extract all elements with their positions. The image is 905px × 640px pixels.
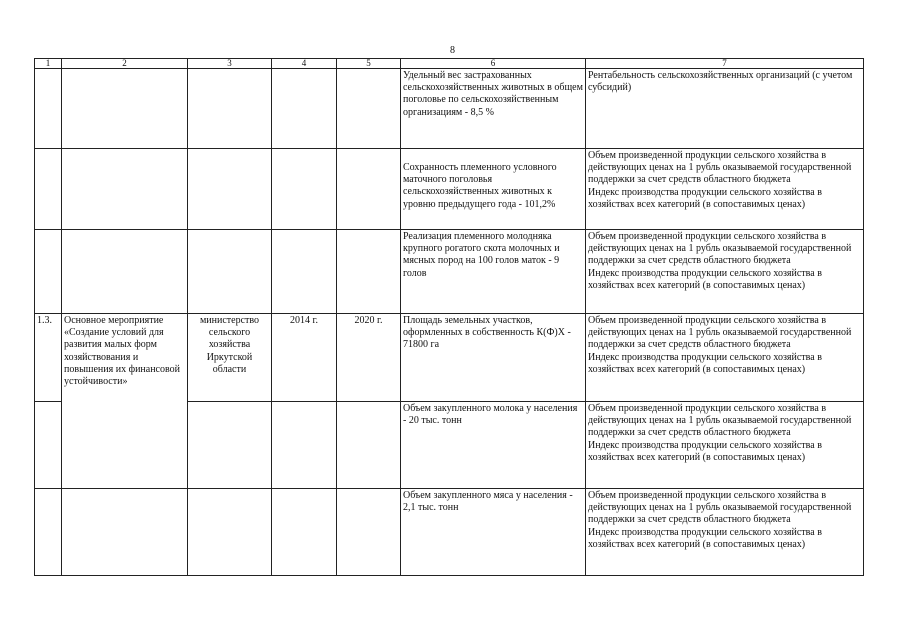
page-number: 8: [450, 45, 455, 56]
efficiency-cell: Объем произведенной продукции сельского хозяйства в действующих ценах на 1 рубль оказываемой государственной поддержки за счет средств областного бюджета Индекс производства продукции сельского хозяйства в хозяйствах всех категорий (в сопоставимых ценах): [586, 489, 864, 576]
table-row: [35, 230, 864, 314]
empty-cell: [188, 489, 272, 576]
empty-cell: [188, 230, 272, 314]
empty-cell: [337, 69, 401, 149]
column-header-5: 5: [337, 59, 401, 69]
empty-cell: [188, 149, 272, 230]
column-number-row: [35, 59, 864, 69]
measure-end-year: 2020 г.: [337, 314, 401, 402]
indicator-cell: Удельный вес застрахованных сельскохозяйственных животных в общем поголовье по сельскохозяйственным организациям - 8,5 %: [401, 69, 586, 149]
table-row: [35, 69, 864, 149]
empty-cell: [62, 230, 188, 314]
empty-cell: [35, 69, 62, 149]
efficiency-cell: Объем произведенной продукции сельского хозяйства в действующих ценах на 1 рубль оказываемой государственной поддержки за счет средств областного бюджета Индекс производства продукции сельского хозяйства в хозяйствах всех категорий (в сопоставимых ценах): [586, 230, 864, 314]
measure-number: 1.3.: [35, 314, 62, 402]
column-header-1: 1: [35, 59, 62, 69]
indicator-cell: Объем закупленного мяса у населения - 2,1 тыс. тонн: [401, 489, 586, 576]
empty-cell: [188, 69, 272, 149]
program-table: [34, 58, 864, 576]
empty-cell: [188, 402, 272, 489]
efficiency-cell: Объем произведенной продукции сельского хозяйства в действующих ценах на 1 рубль оказываемой государственной поддержки за счет средств областного бюджета Индекс производства продукции сельского хозяйства в хозяйствах всех категорий (в сопоставимых ценах): [586, 402, 864, 489]
empty-cell: [272, 69, 337, 149]
indicator-cell: Площадь земельных участков, оформленных в собственность К(Ф)Х - 71800 га: [401, 314, 586, 402]
empty-cell: [272, 230, 337, 314]
empty-cell: [337, 402, 401, 489]
column-header-6: 6: [401, 59, 586, 69]
indicator-text: Сохранность племенного условного маточного поголовья сельскохозяйственных животных к уровню предыдущего года - 101,2%: [403, 162, 557, 210]
measure-row: [35, 314, 864, 402]
empty-cell: [272, 489, 337, 576]
measure-row: [35, 489, 864, 576]
empty-cell: [272, 149, 337, 230]
empty-cell: [337, 230, 401, 314]
indicator-cell: [401, 149, 586, 230]
column-header-2: 2: [62, 59, 188, 69]
indicator-cell: Объем закупленного молока у населения - 20 тыс. тонн: [401, 402, 586, 489]
empty-cell: [62, 489, 188, 576]
indicator-cell: Реализация племенного молодняка крупного рогатого скота молочных и мясных пород на 100 голов маток - 9 голов: [401, 230, 586, 314]
efficiency-cell: Объем произведенной продукции сельского хозяйства в действующих ценах на 1 рубль оказываемой государственной поддержки за счет средств областного бюджета Индекс производства продукции сельского хозяйства в хозяйствах всех категорий (в сопоставимых ценах): [586, 314, 864, 402]
efficiency-cell: Рентабельность сельскохозяйственных организаций (с учетом субсидий): [586, 69, 864, 149]
empty-cell: [337, 149, 401, 230]
empty-cell: [35, 489, 62, 576]
column-header-7: 7: [586, 59, 864, 69]
empty-cell: [337, 489, 401, 576]
empty-cell: [62, 69, 188, 149]
empty-cell: [62, 149, 188, 230]
table-row: [35, 149, 864, 230]
empty-cell: [35, 149, 62, 230]
column-header-3: 3: [188, 59, 272, 69]
empty-cell: [272, 402, 337, 489]
column-header-4: 4: [272, 59, 337, 69]
empty-cell: [35, 402, 62, 489]
empty-cell: [35, 230, 62, 314]
measure-executor: министерство сельского хозяйства Иркутской области: [188, 314, 272, 402]
measure-name: Основное мероприятие «Создание условий для развития малых форм хозяйствования и повышения их финансовой устойчивости»: [62, 314, 188, 489]
efficiency-cell: Объем произведенной продукции сельского хозяйства в действующих ценах на 1 рубль оказываемой государственной поддержки за счет средств областного бюджета Индекс производства продукции сельского хозяйства в хозяйствах всех категорий (в сопоставимых ценах): [586, 149, 864, 230]
measure-start-year: 2014 г.: [272, 314, 337, 402]
